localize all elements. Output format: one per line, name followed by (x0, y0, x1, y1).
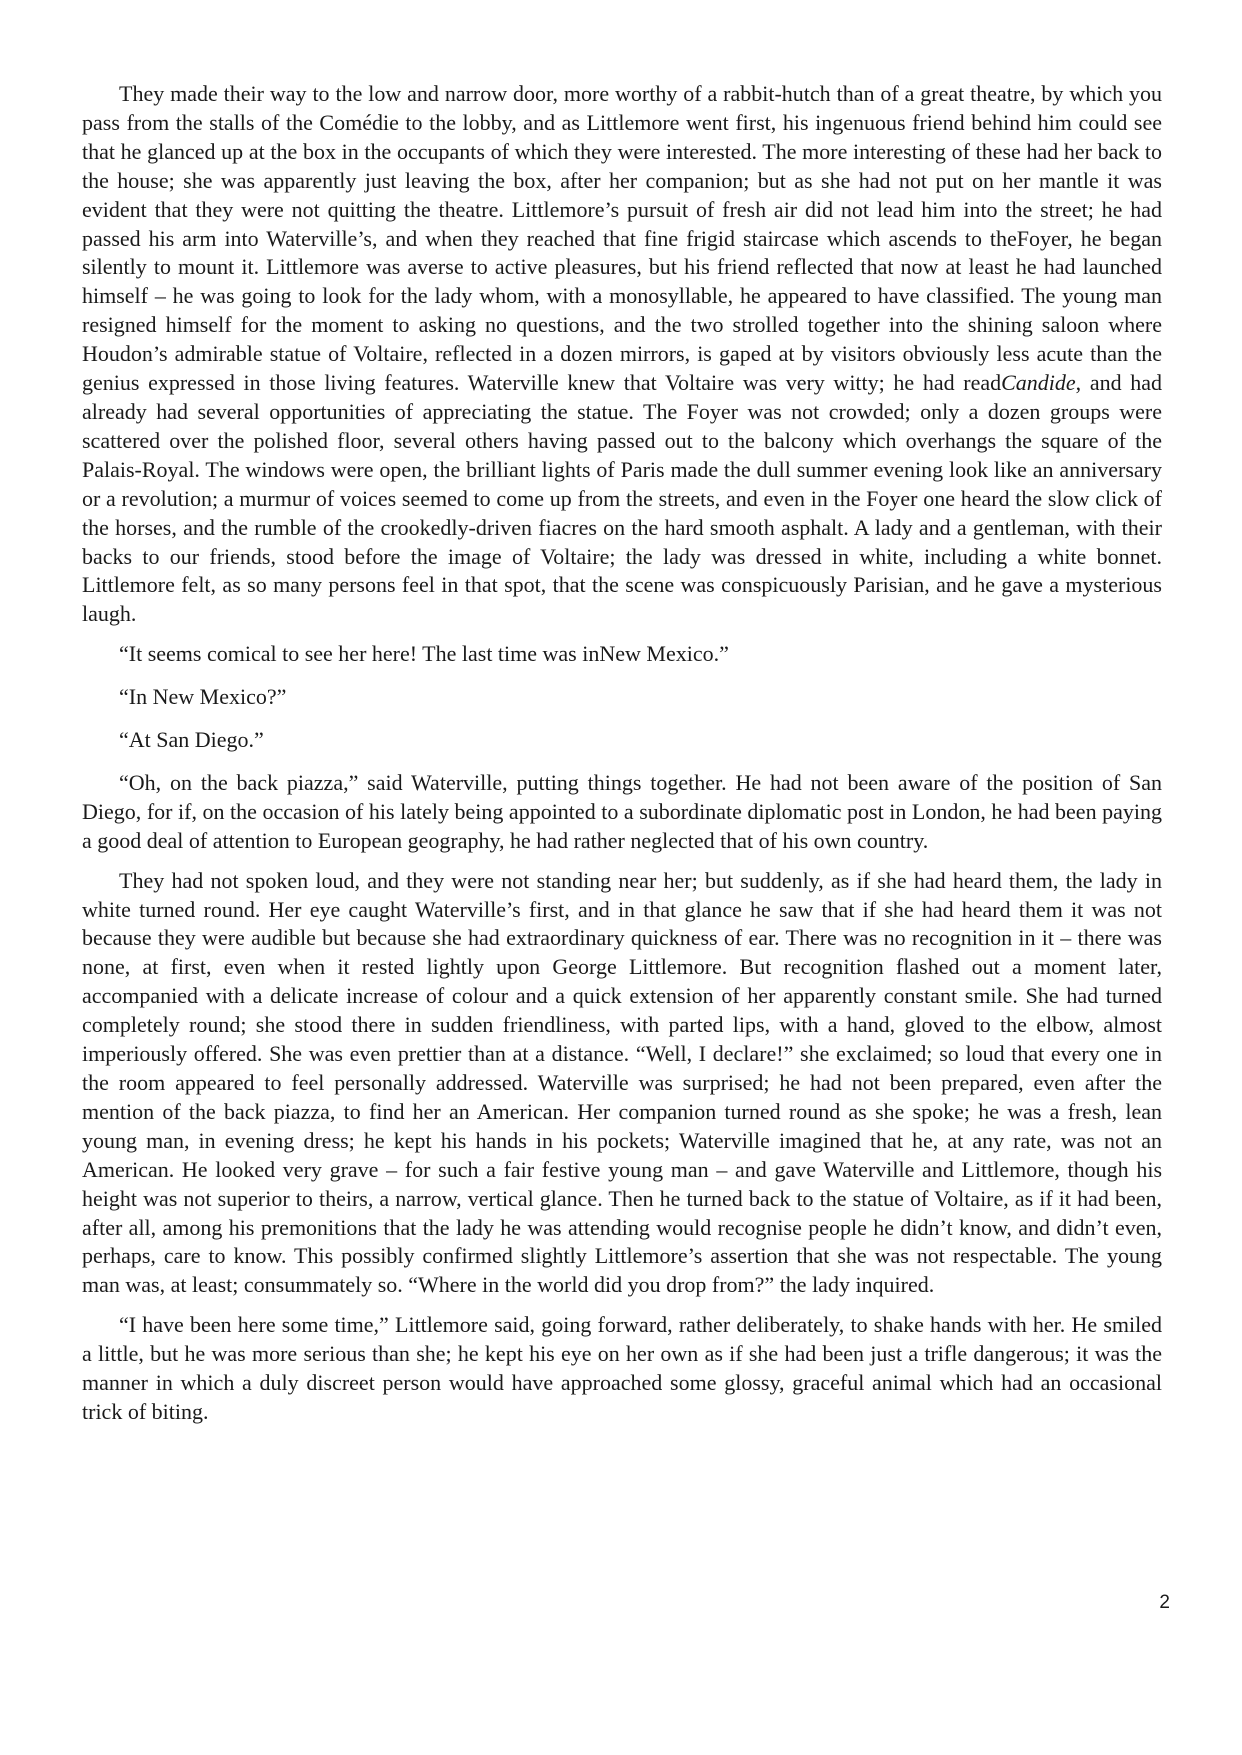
paragraph-foyer (82, 80, 1162, 629)
paragraph-dialogue-new-mexico: “It seems comical to see her here! The last time was inNew Mexico.” (119, 641, 729, 667)
paragraph-back-piazza: “Oh, on the back piazza,” said Waterville, putting things together. He had not been aware of the position of San Diego, for if, on the occasion of his lately being appointed to a subordinate diplomatic post in London, he had been paying a good deal of attention to European geography, he had rather neglected that of his own country. (82, 769, 1162, 853)
book-title-candide: Candide (1001, 370, 1076, 396)
paragraph-dialogue-in-new-mexico: “In New Mexico?” (119, 684, 287, 710)
paragraph-dialogue-san-diego: “At San Diego.” (119, 727, 264, 753)
paragraph-lady-turned-round: They had not spoken loud, and they were not standing near her; but suddenly, as if she had heard them, the lady in white turned round. Her eye caught Waterville’s first, and in that glance he saw that if she had heard them it was not because they were audible but because she had extraordinary quickness of ear. There was no recognition in it – there was none, at first, even when it rested lightly upon George Littlemore. But recognition flashed out a moment later, accompanied with a delicate increase of colour and a quick extension of her apparently constant smile. She had turned completely round; she stood there in sudden friendliness, with parted lips, with a hand, gloved to the elbow, almost imperiously offered. She was even prettier than at a distance. “Well, I declare!” she exclaimed; so loud that every one in the room appeared to feel personally addressed. Waterville was surprised; he had not been prepared, even after the mention of the back piazza, to find her an American. Her companion turned round as she spoke; he was a fresh, lean young man, in evening dress; he kept his hands in his pockets; Waterville imagined that he, at any rate, was not an American. He looked very grave – for such a fair festive young man – and gave Waterville and Littlemore, though his height was not superior to theirs, a narrow, vertical glance. Then he turned back to the statue of Voltaire, as if it had been, after all, among his premonitions that the lady he was attending would recognise people he didn’t know, and didn’t even, perhaps, care to know. This possibly confirmed slightly Littlemore’s assertion that she was not respectable. The young man was, at least; consummately so. “Where in the world did you drop from?” the lady inquired. (82, 867, 1162, 1298)
paragraph-foyer-part-2: , and had already had several opportunities of appreciating the statue. The Foyer was not crowded; only a dozen groups were scattered over the polished floor, several others having passed out to the balcony which overhangs the square of the Palais-Royal. The windows were open, the brilliant lights of Paris made the dull summer evening look like an anniversary or a revolution; a murmur of voices seemed to come up from the streets, and even in the Foyer one heard the slow click of the horses, and the rumble of the crookedly-driven fiacres on the hard smooth asphalt. A lady and a gentleman, with their backs to our friends, stood before the image of Voltaire; the lady was dressed in white, including a white bonnet. Littlemore felt, as so many persons feel in that spot, that the scene was conspicuously Parisian, and he gave a mysterious laugh. (82, 370, 1162, 627)
paragraph-shake-hands: “I have been here some time,” Littlemore said, going forward, rather deliberately, to shake hands with her. He smiled a little, but he was more serious than she; he kept his eye on her own as if she had been just a trifle dangerous; it was the manner in which a duly discreet person would have approached some glossy, graceful animal which had an occasional trick of biting. (82, 1312, 1162, 1424)
paragraph-foyer-part-1: They made their way to the low and narrow door, more worthy of a rabbit-hutch than of a great theatre, by which you pass from the stalls of the Comédie to the lobby, and as Littlemore went first, his ingenuous friend behind him could see that he glanced up at the box in the occupants of which they were interested. The more interesting of these had her back to the house; she was apparently just leaving the box, after her companion; but as she had not put on her mantle it was evident that they were not quitting the theatre. Littlemore’s pursuit of fresh air did not lead him into the street; he had passed his arm into Waterville’s, and when they reached that fine frigid staircase which ascends to theFoyer, he began silently to mount it. Littlemore was averse to active pleasures, but his friend reflected that now at least he had launched himself – he was going to look for the lady whom, with a monosyllable, he appeared to have classified. The young man resigned himself for the moment to asking no questions, and the two strolled together into the shining saloon where Houdon’s admirable statue of Voltaire, reflected in a dozen mirrors, is gaped at by visitors obviously less acute than the genius expressed in those living features. Waterville knew that Voltaire was very witty; he had read (82, 81, 1162, 396)
document-body (82, 80, 1162, 1438)
page-number: 2 (1159, 1592, 1170, 1613)
